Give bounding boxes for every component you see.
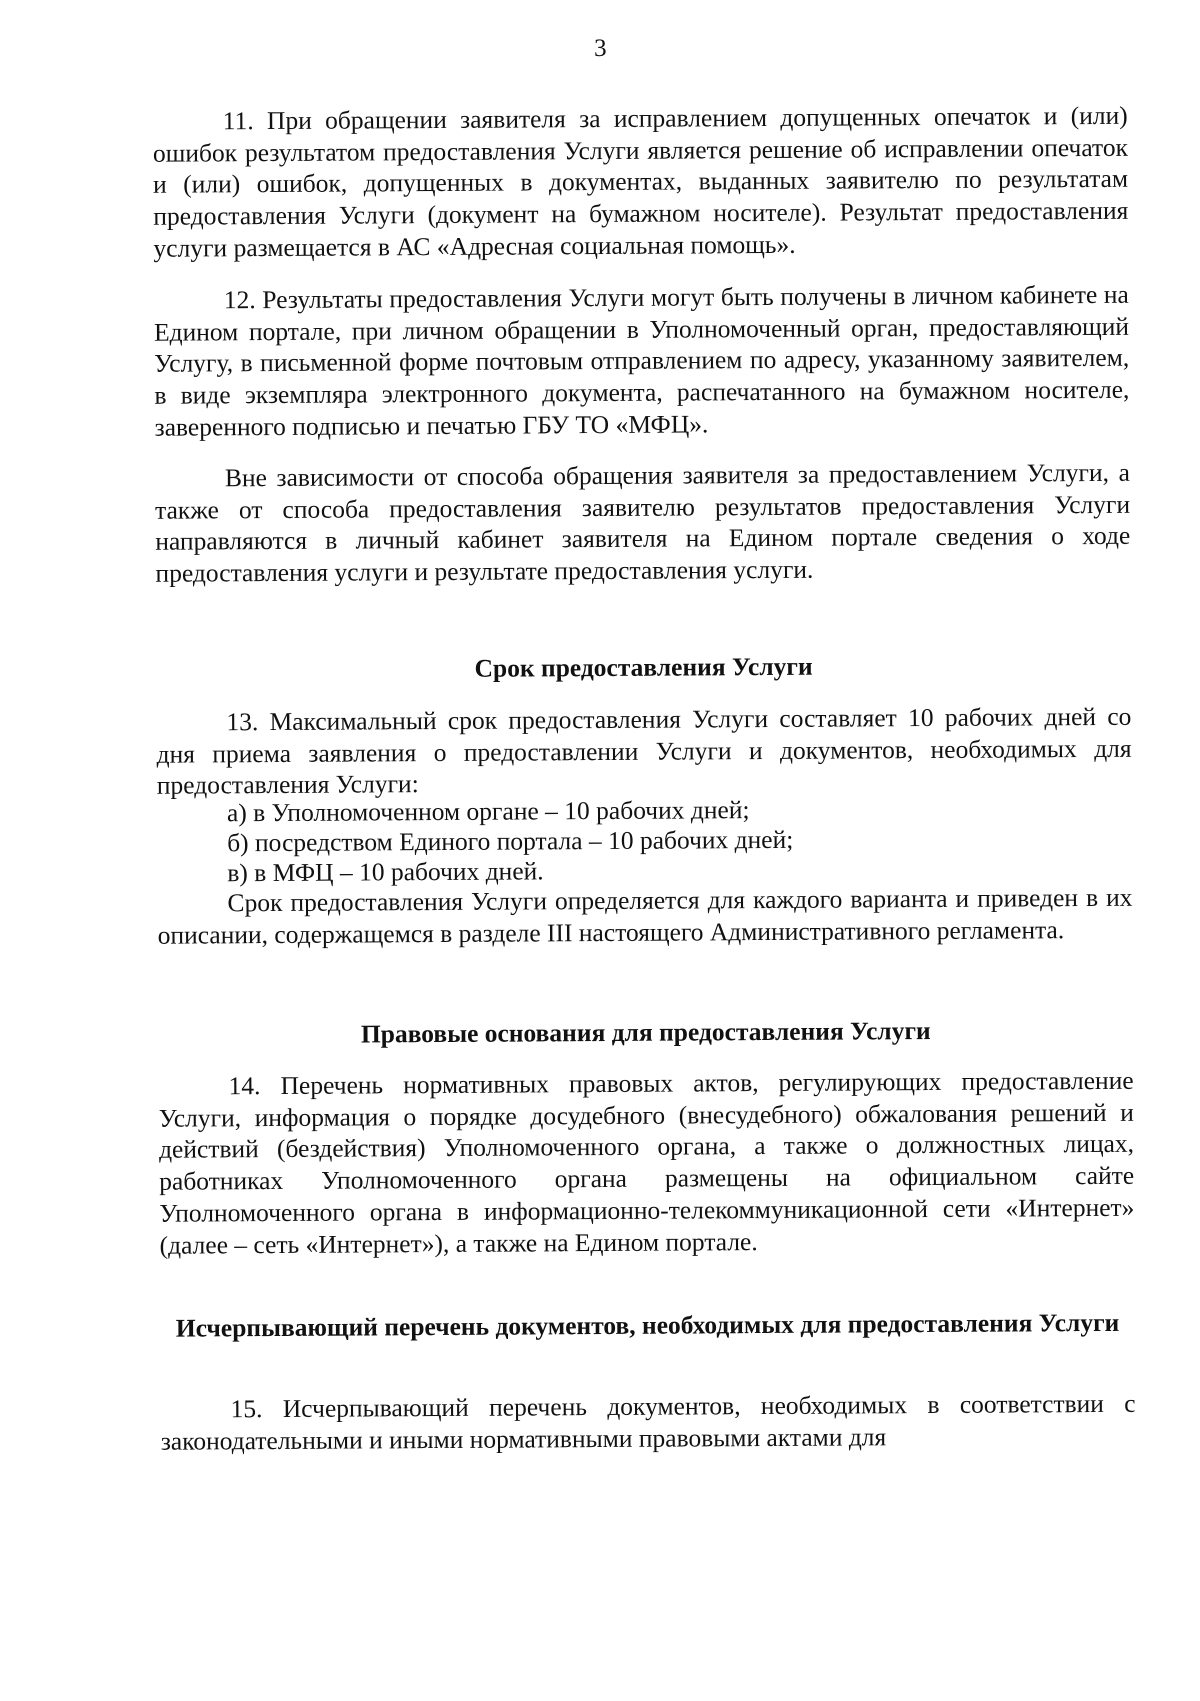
paragraph-12-continued: Вне зависимости от способа обращения заявителя за предоставлением Услуги, а также от способа предоставления заявителю результатов предоставления Услуги направляются в личный кабинет заявителя на Едином портале сведения о ходе предоставления услуги и результате предоставления услуги.	[155, 457, 1131, 588]
paragraph-15: 15. Исчерпывающий перечень документов, необходимых в соответствии с законодательными и иными нормативными правовыми актами для	[160, 1388, 1136, 1456]
paragraph-12: 12. Результаты предоставления Услуги могут быть получены в личном кабинете на Едином портале, при личном обращении в Уполномоченный орган, предоставляющий Услугу, в письменной форме почтовым отправлением по адресу, указанному заявителем, в виде экземпляра электронного документа, распечатанного на бумажном носителе, заверенного подписью и печатью ГБУ ТО «МФЦ».	[153, 279, 1130, 442]
page-number: 3	[593, 34, 607, 63]
list-item-a: а) в Уполномоченном органе – 10 рабочих дней;	[226, 795, 750, 828]
heading-legal-basis: Правовые основания для предоставления Услуги	[360, 1015, 931, 1049]
heading-documents-list: Исчерпывающий перечень документов, необходимых для предоставления Услуги	[175, 1307, 1120, 1343]
paragraph-14: 14. Перечень нормативных правовых актов, регулирующих предоставление Услуги, информация о порядке досудебного (внесудебного) обжалования решений и действий (бездействия) Уполномоченного органа, а также о должностных лицах, работниках Уполномоченного органа размещены на официальном сайте Уполномоченного органа в информационно-телекоммуникационной сети «Интернет» (далее – сеть «Интернет»), а также на Едином портале.	[158, 1065, 1135, 1260]
list-item-b: б) посредством Единого портала – 10 рабочих дней;	[227, 824, 794, 858]
heading-term: Срок предоставления Услуги	[474, 651, 813, 683]
paragraph-11: 11. При обращении заявителя за исправлением допущенных опечаток и (или) ошибок результатом предоставления Услуги является решение об исправлении опечаток и (или) ошибок, допущенных в документах, выданных заявителю по результатам предоставления Услуги (документ на бумажном носителе). Результат предоставления услуги размещается в АС «Адресная социальная помощь».	[152, 100, 1129, 263]
paragraph-13-continued: Срок предоставления Услуги определяется для каждого варианта и приведен в их описании, содержащемся в разделе III настоящего Административного регламента.	[157, 882, 1133, 950]
paragraph-13: 13. Максимальный срок предоставления Услуги составляет 10 рабочих дней со дня приема заявления о предоставлении Услуги и документов, необходимых для предоставления Услуги:	[156, 701, 1132, 801]
list-item-c: в) в МФЦ – 10 рабочих дней.	[227, 856, 544, 888]
